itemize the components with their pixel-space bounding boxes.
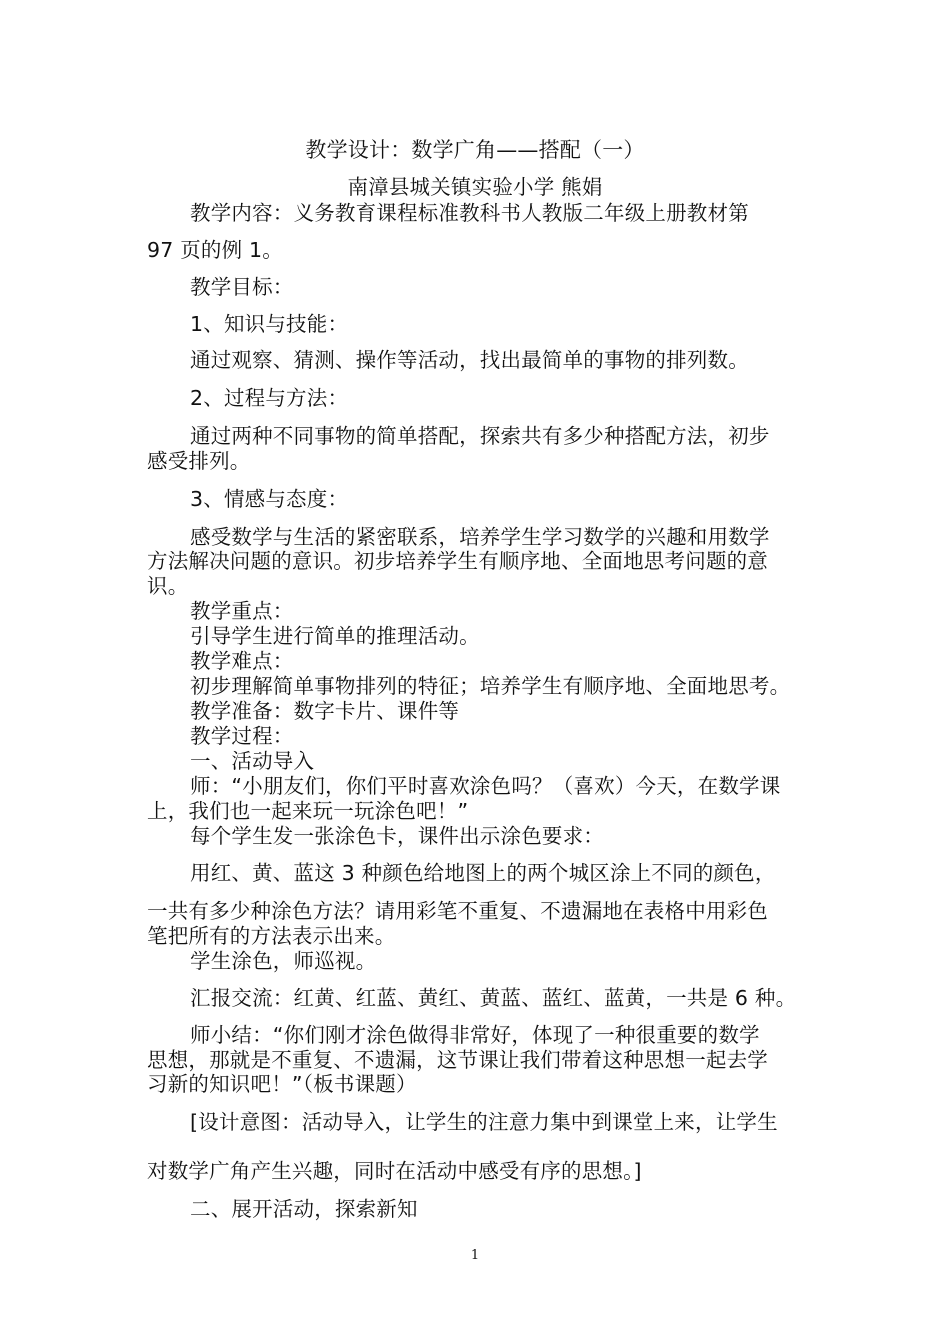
- paragraph-line: 教学难点：: [190, 649, 294, 673]
- paragraph-line: 通过观察、猜测、操作等活动，找出最简单的事物的排列数。: [190, 348, 749, 372]
- paragraph-line: 每个学生发一张涂色卡，课件出示涂色要求：: [190, 824, 604, 848]
- document-author: 南漳县城关镇实验小学 熊娟: [347, 175, 603, 199]
- paragraph-line: 教学内容：义务教育课程标准教科书人教版二年级上册教材第: [190, 201, 749, 225]
- paragraph-line: 教学过程：: [190, 724, 294, 748]
- paragraph-line: 二、展开活动，探索新知: [190, 1197, 418, 1221]
- paragraph-line: 2、过程与方法：: [190, 386, 349, 410]
- paragraph-line: 识。: [147, 574, 189, 598]
- paragraph-line: 一、活动导入: [190, 749, 315, 773]
- paragraph-line: 对数学广角产生兴趣，同时在活动中感受有序的思想。]: [147, 1159, 642, 1183]
- paragraph-line: 1、知识与技能：: [190, 312, 349, 336]
- paragraph-line: 初步理解简单事物排列的特征；培养学生有顺序地、全面地思考。: [190, 674, 791, 698]
- page-number: 1: [470, 1248, 480, 1263]
- paragraph-line: 师小结：“你们刚才涂色做得非常好，体现了一种很重要的数学: [190, 1023, 760, 1047]
- paragraph-line: 97 页的例 1。: [147, 238, 283, 262]
- paragraph-line: 思想，那就是不重复、不遗漏，这节课让我们带着这种思想一起去学: [147, 1048, 768, 1072]
- document-title: 教学设计：数学广角——搭配（一）: [305, 138, 645, 162]
- paragraph-line: 用红、黄、蓝这 3 种颜色给地图上的两个城区涂上不同的颜色，: [190, 861, 776, 885]
- paragraph-line: 汇报交流：红黄、红蓝、黄红、黄蓝、蓝红、蓝黄，一共是 6 种。: [190, 986, 797, 1010]
- paragraph-line: 感受数学与生活的紧密联系，培养学生学习数学的兴趣和用数学: [190, 525, 770, 549]
- paragraph-line: 感受排列。: [147, 449, 251, 473]
- paragraph-line: 学生涂色，师巡视。: [190, 949, 377, 973]
- paragraph-line: 教学准备：数字卡片、课件等: [190, 699, 460, 723]
- paragraph-line: 一共有多少种涂色方法？请用彩笔不重复、不遗漏地在表格中用彩色: [147, 899, 768, 923]
- paragraph-line: 笔把所有的方法表示出来。: [147, 924, 396, 948]
- paragraph-line: 师：“小朋友们，你们平时喜欢涂色吗？（喜欢）今天，在数学课: [190, 774, 781, 798]
- paragraph-line: 方法解决问题的意识。初步培养学生有顺序地、全面地思考问题的意: [147, 549, 768, 573]
- paragraph-line: 引导学生进行简单的推理活动。: [190, 624, 480, 648]
- paragraph-line: 习新的知识吧！”（板书课题）: [147, 1072, 417, 1096]
- paragraph-line: 上，我们也一起来玩一玩涂色吧！”: [147, 799, 469, 823]
- paragraph-line: [设计意图：活动导入，让学生的注意力集中到课堂上来，让学生: [190, 1110, 778, 1134]
- paragraph-line: 教学目标：: [190, 275, 294, 299]
- paragraph-line: 教学重点：: [190, 599, 294, 623]
- paragraph-line: 3、情感与态度：: [190, 487, 349, 511]
- paragraph-line: 通过两种不同事物的简单搭配，探索共有多少种搭配方法，初步: [190, 424, 770, 448]
